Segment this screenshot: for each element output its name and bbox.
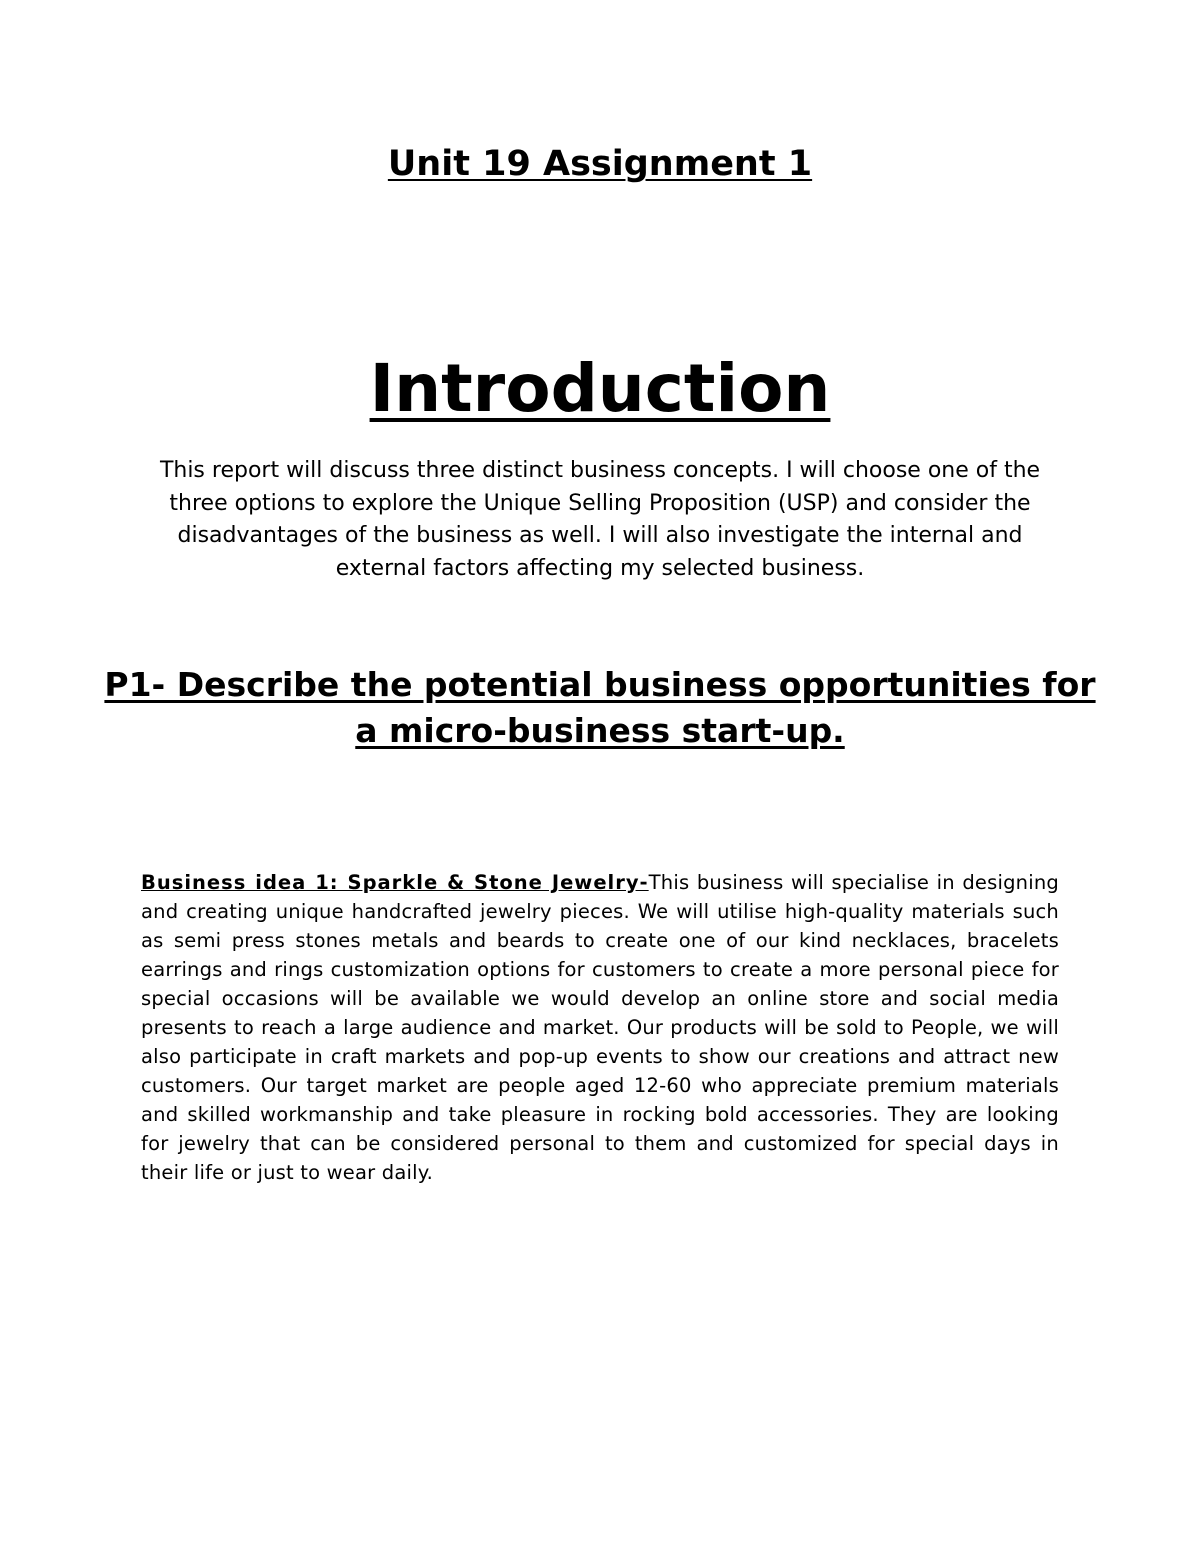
p1-heading-text: P1- Describe the potential business opportunities for a micro-business start-up. xyxy=(104,665,1096,750)
introduction-heading-text: Introduction xyxy=(369,350,831,427)
business-idea-lead: Business idea 1: Sparkle & Stone Jewelry- xyxy=(141,871,649,894)
introduction-paragraph: This report will discuss three distinct business concepts. I will choose one of the three options to explore the Unique Selling Proposition (USP) and consider the disadvantages of the business as well. I will also investigate the internal and external factors affecting my selected business. xyxy=(159,458,1041,581)
p1-heading xyxy=(100,662,1100,754)
document-title-text: Unit 19 Assignment 1 xyxy=(387,144,813,184)
business-idea-text: This business will specialise in designing and creating unique handcrafted jewelry pieces. We will utilise high-quality materials such as semi press stones metals and beards to create one of our kind necklaces, bracelets earrings and rings customization options for customers to create a more personal piece for special occasions will be available we would develop an online store and social media presents to reach a large audience and market. Our products will be sold to People, we will also participate in craft markets and pop-up events to show our creations and attract new customers. Our target market are people aged 12-60 who appreciate premium materials and skilled workmanship and take pleasure in rocking bold accessories. They are looking for jewelry that can be considered personal to them and customized for special days in their life or just to wear daily. xyxy=(141,871,1059,1184)
introduction-heading xyxy=(0,346,1200,432)
document-title xyxy=(0,140,1200,188)
business-idea-paragraph xyxy=(141,868,1059,1187)
